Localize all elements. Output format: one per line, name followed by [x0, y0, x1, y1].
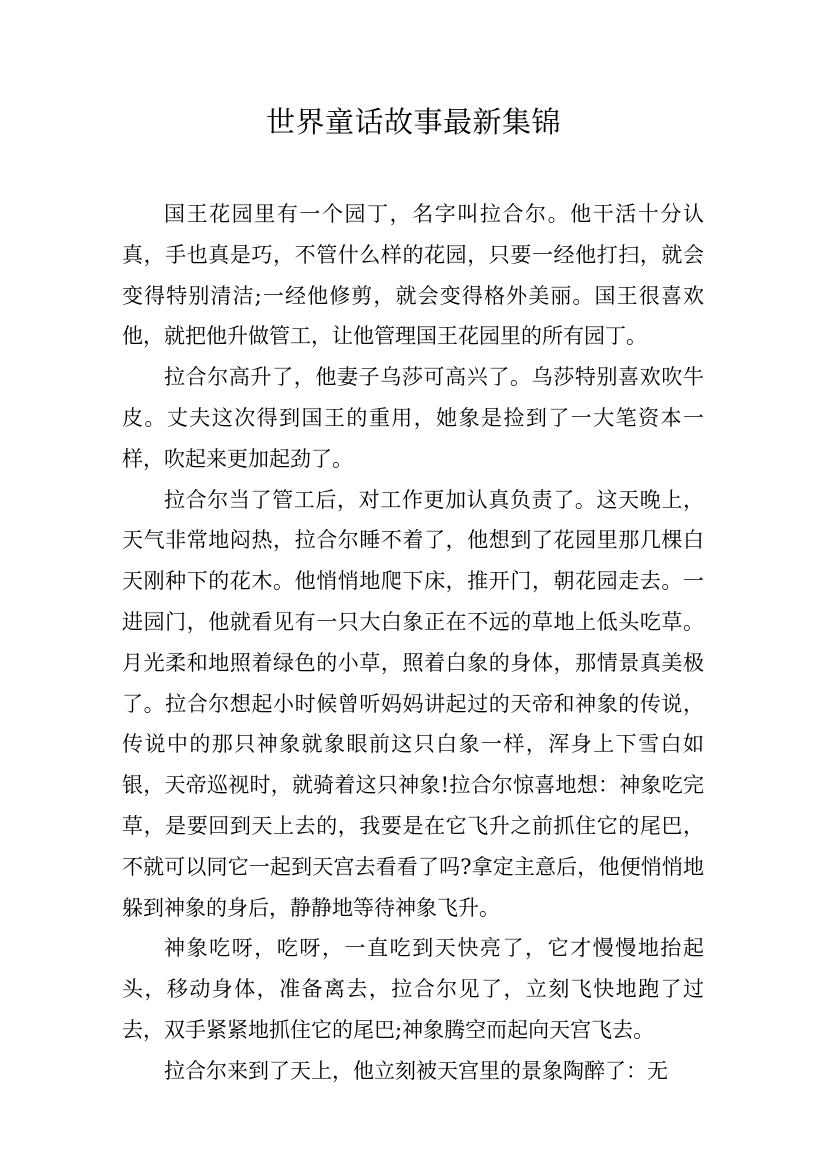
story-body	[122, 194, 704, 1092]
paragraph: 拉合尔当了管工后，对工作更加认真负责了。这天晚上，天气非常地闷热，拉合尔睡不着了，他想到了花园里那几棵白天刚种下的花木。他悄悄地爬下床，推开门，朝花园走去。一进园门，他就看见有一只大白象正在不远的草地上低头吃草。月光柔和地照着绿色的小草，照着白象的身体，那情景真美极了。拉合尔想起小时候曾听妈妈讲起过的天帝和神象的传说，传说中的那只神象就象眼前这只白象一样，浑身上下雪白如银，天帝巡视时，就骑着这只神象!拉合尔惊喜地想：神象吃完草，是要回到天上去的，我要是在它飞升之前抓住它的尾巴，不就可以同它一起到天宫去看看了吗?拿定主意后，他便悄悄地躲到神象的身后，静静地等待神象飞升。	[122, 487, 704, 920]
paragraph: 神象吃呀，吃呀，一直吃到天快亮了，它才慢慢地抬起头，移动身体，准备离去，拉合尔见了，立刻飞快地跑了过去，双手紧紧地抓住它的尾巴;神象腾空而起向天宫飞去。	[122, 936, 704, 1042]
paragraph: 国王花园里有一个园丁，名字叫拉合尔。他干活十分认真，手也真是巧，不管什么样的花园，只要一经他打扫，就会变得特别清洁;一经他修剪，就会变得格外美丽。国王很喜欢他，就把他升做管工，让他管理国王花园里的所有园丁。	[122, 202, 704, 349]
paragraph: 拉合尔来到了天上，他立刻被天宫里的景象陶醉了：无	[164, 1058, 668, 1083]
page-title: 世界童话故事最新集锦	[265, 105, 561, 139]
paragraph: 拉合尔高升了，他妻子乌莎可高兴了。乌莎特别喜欢吹牛皮。丈夫这次得到国王的重用，她象是捡到了一大笔资本一样，吹起来更加起劲了。	[122, 365, 704, 471]
